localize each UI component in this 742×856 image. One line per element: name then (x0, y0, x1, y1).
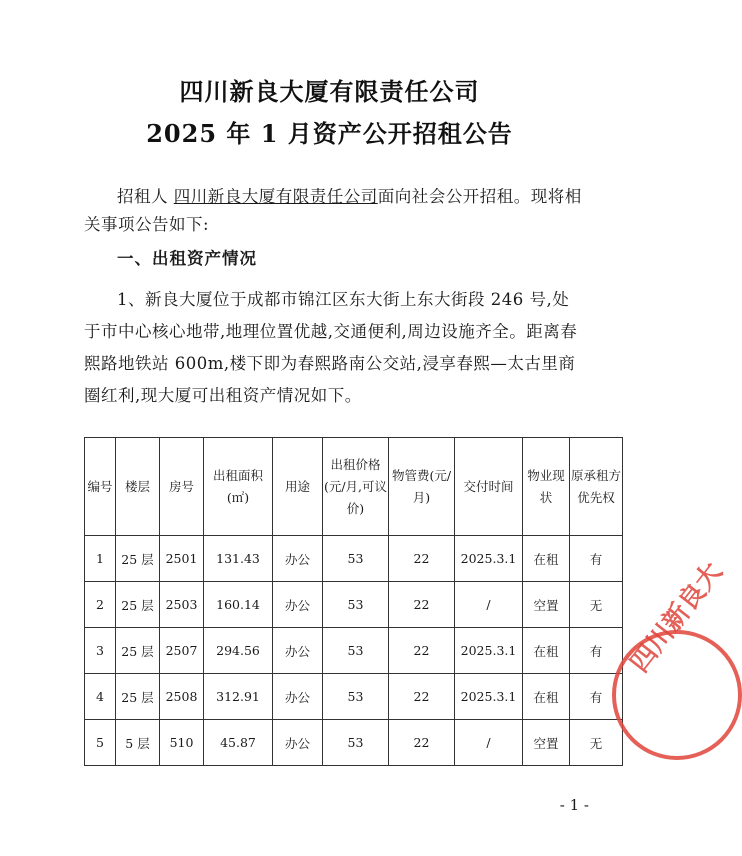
intro-suffix: 面向社会公开招租。现将相关事项公告如下: (84, 187, 582, 234)
page-number (0, 796, 659, 814)
cell-delivery: / (455, 720, 523, 766)
cell-no: 3 (85, 628, 116, 674)
col-header-room: 房号 (160, 438, 204, 536)
cell-price: 53 (323, 674, 389, 720)
col-header-use: 用途 (273, 438, 323, 536)
cell-fee: 22 (389, 674, 455, 720)
cell-price: 53 (323, 720, 389, 766)
cell-room: 2508 (160, 674, 204, 720)
cell-area: 312.91 (204, 674, 273, 720)
cell-area: 294.56 (204, 628, 273, 674)
col-header-no: 编号 (85, 438, 116, 536)
cell-area: 45.87 (204, 720, 273, 766)
page-number-text: - 1 - (559, 796, 589, 814)
cell-floor: 25 层 (116, 674, 160, 720)
cell-priority: 有 (570, 674, 623, 720)
cell-floor: 25 层 (116, 628, 160, 674)
section-paragraph: 1、新良大厦位于成都市锦江区东大街上东大街段 246 号,处于市中心核心地带,地理位置优越,交通便利,周边设施齐全。距离春熙路地铁站 600m,楼下即为春熙路南公交站,浸享春熙—太古里商圈红利,现大厦可出租资产情况如下。 (84, 290, 578, 405)
cell-room: 2501 (160, 536, 204, 582)
cell-area: 131.43 (204, 536, 273, 582)
company-name: 四川新良大厦有限责任公司 (173, 187, 378, 206)
intro-prefix: 招租人 (117, 187, 174, 206)
cell-delivery: 2025.3.1 (455, 536, 523, 582)
cell-no: 1 (85, 536, 116, 582)
cell-price: 53 (323, 628, 389, 674)
cell-price: 53 (323, 582, 389, 628)
section-heading: 一、出租资产情况 (117, 249, 257, 268)
cell-no: 2 (85, 582, 116, 628)
cell-delivery: 2025.3.1 (455, 628, 523, 674)
cell-delivery: 2025.3.1 (455, 674, 523, 720)
cell-area: 160.14 (204, 582, 273, 628)
cell-room: 2507 (160, 628, 204, 674)
cell-priority: 无 (570, 582, 623, 628)
cell-priority: 无 (570, 720, 623, 766)
col-header-delivery: 交付时间 (455, 438, 523, 536)
table-row (85, 720, 623, 766)
cell-fee: 22 (389, 720, 455, 766)
col-header-fee: 物管费(元/月) (389, 438, 455, 536)
col-header-status: 物业现状 (523, 438, 570, 536)
table-row (85, 582, 623, 628)
col-header-area: 出租面积(㎡) (204, 438, 273, 536)
table-row (85, 536, 623, 582)
document-subtitle: 2025 年 1 月资产公开招租公告 (146, 119, 513, 148)
cell-fee: 22 (389, 582, 455, 628)
cell-floor: 25 层 (116, 582, 160, 628)
table-row (85, 674, 623, 720)
cell-priority: 有 (570, 628, 623, 674)
cell-use: 办公 (273, 720, 323, 766)
cell-priority: 有 (570, 536, 623, 582)
col-header-priority: 原承租方优先权 (570, 438, 623, 536)
cell-use: 办公 (273, 582, 323, 628)
cell-delivery: / (455, 582, 523, 628)
cell-price: 53 (323, 536, 389, 582)
cell-room: 2503 (160, 582, 204, 628)
cell-use: 办公 (273, 628, 323, 674)
cell-status: 在租 (523, 628, 570, 674)
cell-status: 空置 (523, 582, 570, 628)
cell-no: 5 (85, 720, 116, 766)
col-header-price: 出租价格(元/月,可议价) (323, 438, 389, 536)
cell-fee: 22 (389, 536, 455, 582)
cell-use: 办公 (273, 536, 323, 582)
assets-table (84, 437, 623, 766)
cell-status: 在租 (523, 536, 570, 582)
cell-floor: 25 层 (116, 536, 160, 582)
cell-status: 在租 (523, 674, 570, 720)
col-header-floor: 楼层 (116, 438, 160, 536)
document-title: 四川新良大厦有限责任公司 (179, 77, 480, 106)
cell-fee: 22 (389, 628, 455, 674)
company-seal-text: 四川新良大 (624, 557, 729, 679)
cell-status: 空置 (523, 720, 570, 766)
cell-use: 办公 (273, 674, 323, 720)
intro-paragraph (84, 183, 584, 239)
cell-floor: 5 层 (116, 720, 160, 766)
table-header-row (85, 438, 623, 536)
table-row (85, 628, 623, 674)
cell-no: 4 (85, 674, 116, 720)
cell-room: 510 (160, 720, 204, 766)
